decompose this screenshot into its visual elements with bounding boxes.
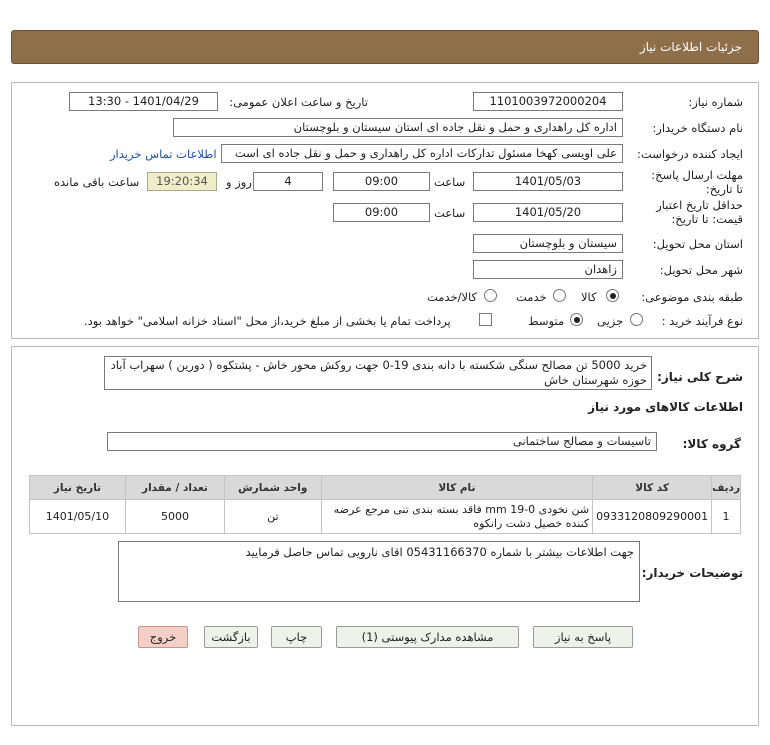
col-code: کد کالا: [593, 476, 712, 500]
table-row[interactable]: [30, 500, 741, 534]
print-button[interactable]: چاپ: [271, 626, 322, 648]
remaining-time-field: 19:20:34: [147, 172, 217, 191]
cell-code: 0933120809290001: [593, 500, 712, 534]
col-unit: واحد شمارش: [225, 476, 322, 500]
treasury-payment-checkbox[interactable]: [479, 313, 492, 326]
delivery-city-label: شهر محل تحویل:: [659, 263, 743, 277]
validity-label: حداقل تاریخ اعتبار قیمت: تا تاریخ:: [656, 198, 743, 226]
validity-date-field[interactable]: 1401/05/20: [473, 203, 623, 222]
cell-unit: تن: [225, 500, 322, 534]
process-minor-label: جزیی: [597, 314, 624, 328]
cell-qty: 5000: [125, 500, 224, 534]
buyer-notes-label: توضیحات خریدار:: [641, 566, 743, 580]
buyer-org-field[interactable]: اداره کل راهداری و حمل و نقل جاده ای استان سیستان و بلوچستان: [173, 118, 623, 137]
goods-table: [29, 475, 741, 534]
summary-label: شرح کلی نیاز:: [657, 370, 743, 384]
need-number-label: شماره نیاز:: [688, 95, 743, 109]
category-radio-service[interactable]: [553, 289, 566, 302]
process-medium-label: متوسط: [528, 314, 565, 328]
col-row: ردیف: [712, 476, 741, 500]
reply-time-field[interactable]: 09:00: [333, 172, 430, 191]
category-radio-goods-service[interactable]: [484, 289, 497, 302]
validity-time-label: ساعت: [434, 206, 466, 220]
category-goods-service-label: کالا/خدمت: [427, 290, 478, 304]
goods-table-header: [30, 476, 741, 500]
treasury-payment-note: پرداخت تمام یا بخشی از مبلغ خرید،از محل "اسناد خزانه اسلامی" خواهد بود.: [84, 314, 451, 328]
cell-row: 1: [712, 500, 741, 534]
process-type-label: نوع فرآیند خرید :: [661, 314, 743, 328]
page-title: جزئیات اطلاعات نیاز: [639, 40, 742, 54]
announce-datetime-label: تاریخ و ساعت اعلان عمومی:: [229, 95, 368, 109]
category-radio-goods[interactable]: [606, 289, 619, 302]
buyer-notes-field[interactable]: جهت اطلاعات بیشتر با شماره 05431166370 اقای نارویی تماس حاصل فرمایید: [118, 541, 640, 602]
buyer-contact-link[interactable]: اطلاعات تماس خریدار: [110, 147, 217, 161]
col-date: تاریخ نیاز: [30, 476, 126, 500]
creator-label: ایجاد کننده درخواست:: [637, 147, 743, 161]
col-name: نام کالا: [321, 476, 593, 500]
reply-button[interactable]: پاسخ به نیاز: [533, 626, 633, 648]
process-radio-medium[interactable]: [570, 313, 583, 326]
summary-field[interactable]: خرید 5000 تن مصالح سنگی شکسته با دانه بندی 19-0 جهت روکش محور خاش - پشتکوه ( دورین ) سهراب آباد حوزه شهرستان خاش: [104, 356, 652, 390]
announce-datetime-field[interactable]: 1401/04/29 - 13:30: [69, 92, 218, 111]
goods-group-field[interactable]: تاسیسات و مصالح ساختمانی: [107, 432, 657, 451]
category-goods-label: کالا: [581, 290, 597, 304]
exit-button[interactable]: خروج: [138, 626, 188, 648]
validity-time-field[interactable]: 09:00: [333, 203, 430, 222]
cell-date: 1401/05/10: [30, 500, 126, 534]
days-label: روز و: [226, 175, 252, 189]
need-number-field[interactable]: 1101003972000204: [473, 92, 623, 111]
reply-date-field[interactable]: 1401/05/03: [473, 172, 623, 191]
col-qty: تعداد / مقدار: [125, 476, 224, 500]
days-field[interactable]: 4: [253, 172, 323, 191]
reply-time-label: ساعت: [434, 175, 466, 189]
delivery-province-label: استان محل تحویل:: [652, 237, 743, 251]
attachments-button[interactable]: مشاهده مدارک پیوستی (1): [336, 626, 519, 648]
reply-deadline-label: مهلت ارسال پاسخ: تا تاریخ:: [651, 168, 743, 196]
goods-info-title: اطلاعات کالاهای مورد نیاز: [588, 400, 743, 414]
creator-field[interactable]: علی اویسی کهخا مسئول تدارکات اداره کل راهداری و حمل و نقل جاده ای است: [221, 144, 623, 163]
process-radio-minor[interactable]: [630, 313, 643, 326]
goods-group-label: گروه کالا:: [682, 437, 741, 451]
delivery-province-field[interactable]: سیستان و بلوچستان: [473, 234, 623, 253]
category-service-label: خدمت: [516, 290, 547, 304]
buyer-org-label: نام دستگاه خریدار:: [652, 121, 743, 135]
cell-name: شن نخودی mm 19-0 فاقد بسته بندی تنی مرجع عرضه کننده خصیل دشت رانکوه: [321, 500, 593, 534]
delivery-city-field[interactable]: زاهدان: [473, 260, 623, 279]
category-label: طبقه بندی موضوعی:: [641, 290, 743, 304]
remaining-label: ساعت باقی مانده: [54, 175, 140, 189]
page-header: [11, 30, 759, 64]
back-button[interactable]: بازگشت: [204, 626, 258, 648]
